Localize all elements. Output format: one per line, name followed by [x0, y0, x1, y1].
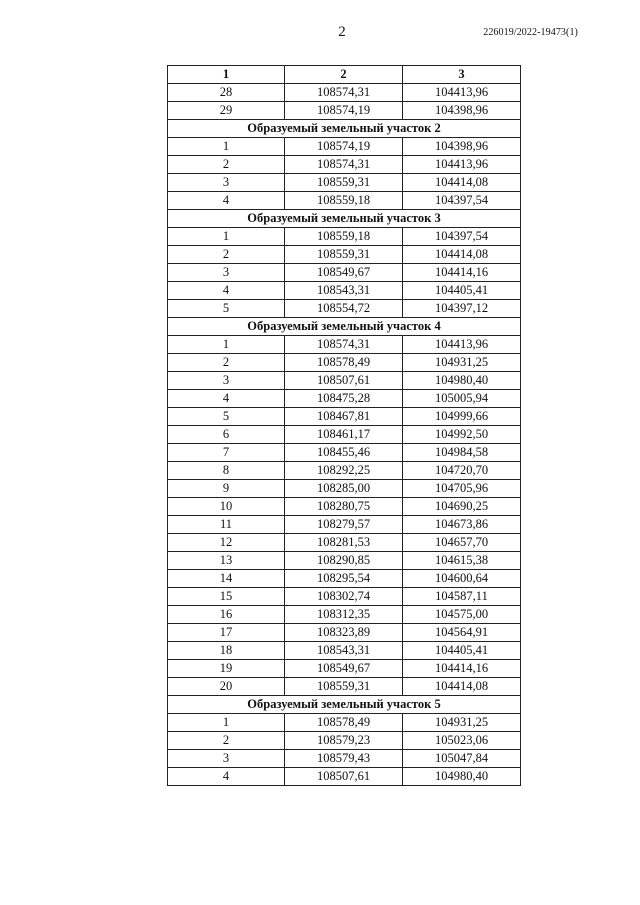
- x-coordinate-cell: 108574,19: [285, 138, 403, 156]
- x-coordinate-cell: 108574,31: [285, 336, 403, 354]
- y-coordinate-cell: 104398,96: [403, 138, 521, 156]
- table-row: [168, 174, 521, 192]
- y-coordinate-cell: 104397,54: [403, 228, 521, 246]
- table-row: [168, 246, 521, 264]
- table-row: [168, 300, 521, 318]
- y-coordinate-cell: 104414,08: [403, 678, 521, 696]
- coordinates-table: [167, 65, 521, 786]
- y-coordinate-cell: 104397,12: [403, 300, 521, 318]
- point-number-cell: 15: [168, 588, 285, 606]
- section-row: [168, 318, 521, 336]
- point-number-cell: 3: [168, 372, 285, 390]
- x-coordinate-cell: 108281,53: [285, 534, 403, 552]
- table-row: [168, 732, 521, 750]
- y-coordinate-cell: 104413,96: [403, 84, 521, 102]
- x-coordinate-cell: 108543,31: [285, 282, 403, 300]
- x-coordinate-cell: 108467,81: [285, 408, 403, 426]
- x-coordinate-cell: 108292,25: [285, 462, 403, 480]
- x-coordinate-cell: 108543,31: [285, 642, 403, 660]
- column-header-x: 2: [285, 66, 403, 84]
- table-row: [168, 480, 521, 498]
- point-number-cell: 19: [168, 660, 285, 678]
- x-coordinate-cell: 108559,31: [285, 678, 403, 696]
- point-number-cell: 7: [168, 444, 285, 462]
- point-number-cell: 1: [168, 714, 285, 732]
- point-number-cell: 9: [168, 480, 285, 498]
- x-coordinate-cell: 108455,46: [285, 444, 403, 462]
- point-number-cell: 13: [168, 552, 285, 570]
- point-number-cell: 11: [168, 516, 285, 534]
- section-row: [168, 120, 521, 138]
- y-coordinate-cell: 104414,16: [403, 264, 521, 282]
- table-row: [168, 192, 521, 210]
- table-row: [168, 498, 521, 516]
- point-number-cell: 6: [168, 426, 285, 444]
- column-header-point: 1: [168, 66, 285, 84]
- table-row: [168, 426, 521, 444]
- section-title: Образуемый земельный участок 2: [168, 120, 521, 138]
- point-number-cell: 28: [168, 84, 285, 102]
- x-coordinate-cell: 108574,31: [285, 156, 403, 174]
- x-coordinate-cell: 108507,61: [285, 372, 403, 390]
- table-row: [168, 336, 521, 354]
- y-coordinate-cell: 104931,25: [403, 354, 521, 372]
- section-title: Образуемый земельный участок 4: [168, 318, 521, 336]
- x-coordinate-cell: 108578,49: [285, 354, 403, 372]
- x-coordinate-cell: 108559,31: [285, 246, 403, 264]
- x-coordinate-cell: 108280,75: [285, 498, 403, 516]
- table-row: [168, 516, 521, 534]
- x-coordinate-cell: 108302,74: [285, 588, 403, 606]
- point-number-cell: 14: [168, 570, 285, 588]
- document-id: 226019/2022-19473(1): [483, 27, 578, 38]
- y-coordinate-cell: 104414,16: [403, 660, 521, 678]
- y-coordinate-cell: 104705,96: [403, 480, 521, 498]
- x-coordinate-cell: 108323,89: [285, 624, 403, 642]
- y-coordinate-cell: 104413,96: [403, 156, 521, 174]
- page-number: 2: [338, 24, 346, 40]
- x-coordinate-cell: 108578,49: [285, 714, 403, 732]
- y-coordinate-cell: 104673,86: [403, 516, 521, 534]
- point-number-cell: 18: [168, 642, 285, 660]
- section-row: [168, 210, 521, 228]
- table-row: [168, 354, 521, 372]
- section-title: Образуемый земельный участок 5: [168, 696, 521, 714]
- table-row: [168, 624, 521, 642]
- x-coordinate-cell: 108559,31: [285, 174, 403, 192]
- table-row: [168, 570, 521, 588]
- table-row: [168, 102, 521, 120]
- table-row: [168, 408, 521, 426]
- y-coordinate-cell: 104720,70: [403, 462, 521, 480]
- table-row: [168, 390, 521, 408]
- x-coordinate-cell: 108279,57: [285, 516, 403, 534]
- table-row: [168, 138, 521, 156]
- table-row: [168, 678, 521, 696]
- x-coordinate-cell: 108312,35: [285, 606, 403, 624]
- y-coordinate-cell: 104564,91: [403, 624, 521, 642]
- table-row: [168, 372, 521, 390]
- header-row: [168, 66, 521, 84]
- table-row: [168, 552, 521, 570]
- point-number-cell: 4: [168, 282, 285, 300]
- y-coordinate-cell: 104992,50: [403, 426, 521, 444]
- section-title: Образуемый земельный участок 3: [168, 210, 521, 228]
- y-coordinate-cell: 104414,08: [403, 246, 521, 264]
- x-coordinate-cell: 108574,31: [285, 84, 403, 102]
- table-row: [168, 264, 521, 282]
- y-coordinate-cell: 104414,08: [403, 174, 521, 192]
- table-body: [168, 84, 521, 786]
- point-number-cell: 5: [168, 300, 285, 318]
- y-coordinate-cell: 104657,70: [403, 534, 521, 552]
- x-coordinate-cell: 108290,85: [285, 552, 403, 570]
- table-header: [168, 66, 521, 84]
- point-number-cell: 17: [168, 624, 285, 642]
- point-number-cell: 1: [168, 336, 285, 354]
- x-coordinate-cell: 108549,67: [285, 264, 403, 282]
- y-coordinate-cell: 105047,84: [403, 750, 521, 768]
- table-row: [168, 714, 521, 732]
- y-coordinate-cell: 104980,40: [403, 768, 521, 786]
- point-number-cell: 3: [168, 750, 285, 768]
- y-coordinate-cell: 104999,66: [403, 408, 521, 426]
- point-number-cell: 4: [168, 192, 285, 210]
- point-number-cell: 20: [168, 678, 285, 696]
- y-coordinate-cell: 104405,41: [403, 282, 521, 300]
- y-coordinate-cell: 104931,25: [403, 714, 521, 732]
- x-coordinate-cell: 108295,54: [285, 570, 403, 588]
- x-coordinate-cell: 108475,28: [285, 390, 403, 408]
- point-number-cell: 2: [168, 156, 285, 174]
- point-number-cell: 2: [168, 246, 285, 264]
- point-number-cell: 16: [168, 606, 285, 624]
- table-row: [168, 228, 521, 246]
- point-number-cell: 1: [168, 228, 285, 246]
- y-coordinate-cell: 104575,00: [403, 606, 521, 624]
- point-number-cell: 2: [168, 354, 285, 372]
- point-number-cell: 1: [168, 138, 285, 156]
- table-row: [168, 642, 521, 660]
- x-coordinate-cell: 108507,61: [285, 768, 403, 786]
- x-coordinate-cell: 108285,00: [285, 480, 403, 498]
- section-row: [168, 696, 521, 714]
- y-coordinate-cell: 104587,11: [403, 588, 521, 606]
- x-coordinate-cell: 108579,43: [285, 750, 403, 768]
- table-row: [168, 768, 521, 786]
- point-number-cell: 3: [168, 174, 285, 192]
- point-number-cell: 3: [168, 264, 285, 282]
- y-coordinate-cell: 104690,25: [403, 498, 521, 516]
- y-coordinate-cell: 104615,38: [403, 552, 521, 570]
- y-coordinate-cell: 104398,96: [403, 102, 521, 120]
- x-coordinate-cell: 108574,19: [285, 102, 403, 120]
- x-coordinate-cell: 108461,17: [285, 426, 403, 444]
- table-row: [168, 462, 521, 480]
- point-number-cell: 4: [168, 390, 285, 408]
- y-coordinate-cell: 105005,94: [403, 390, 521, 408]
- table-row: [168, 84, 521, 102]
- point-number-cell: 2: [168, 732, 285, 750]
- y-coordinate-cell: 104413,96: [403, 336, 521, 354]
- y-coordinate-cell: 105023,06: [403, 732, 521, 750]
- y-coordinate-cell: 104980,40: [403, 372, 521, 390]
- point-number-cell: 12: [168, 534, 285, 552]
- x-coordinate-cell: 108559,18: [285, 192, 403, 210]
- x-coordinate-cell: 108559,18: [285, 228, 403, 246]
- point-number-cell: 4: [168, 768, 285, 786]
- table-row: [168, 534, 521, 552]
- y-coordinate-cell: 104984,58: [403, 444, 521, 462]
- table-row: [168, 588, 521, 606]
- point-number-cell: 8: [168, 462, 285, 480]
- table-row: [168, 606, 521, 624]
- x-coordinate-cell: 108579,23: [285, 732, 403, 750]
- y-coordinate-cell: 104397,54: [403, 192, 521, 210]
- y-coordinate-cell: 104405,41: [403, 642, 521, 660]
- x-coordinate-cell: 108549,67: [285, 660, 403, 678]
- table-row: [168, 156, 521, 174]
- x-coordinate-cell: 108554,72: [285, 300, 403, 318]
- y-coordinate-cell: 104600,64: [403, 570, 521, 588]
- table-row: [168, 660, 521, 678]
- column-header-y: 3: [403, 66, 521, 84]
- point-number-cell: 10: [168, 498, 285, 516]
- point-number-cell: 29: [168, 102, 285, 120]
- table-row: [168, 282, 521, 300]
- point-number-cell: 5: [168, 408, 285, 426]
- table-row: [168, 750, 521, 768]
- table-row: [168, 444, 521, 462]
